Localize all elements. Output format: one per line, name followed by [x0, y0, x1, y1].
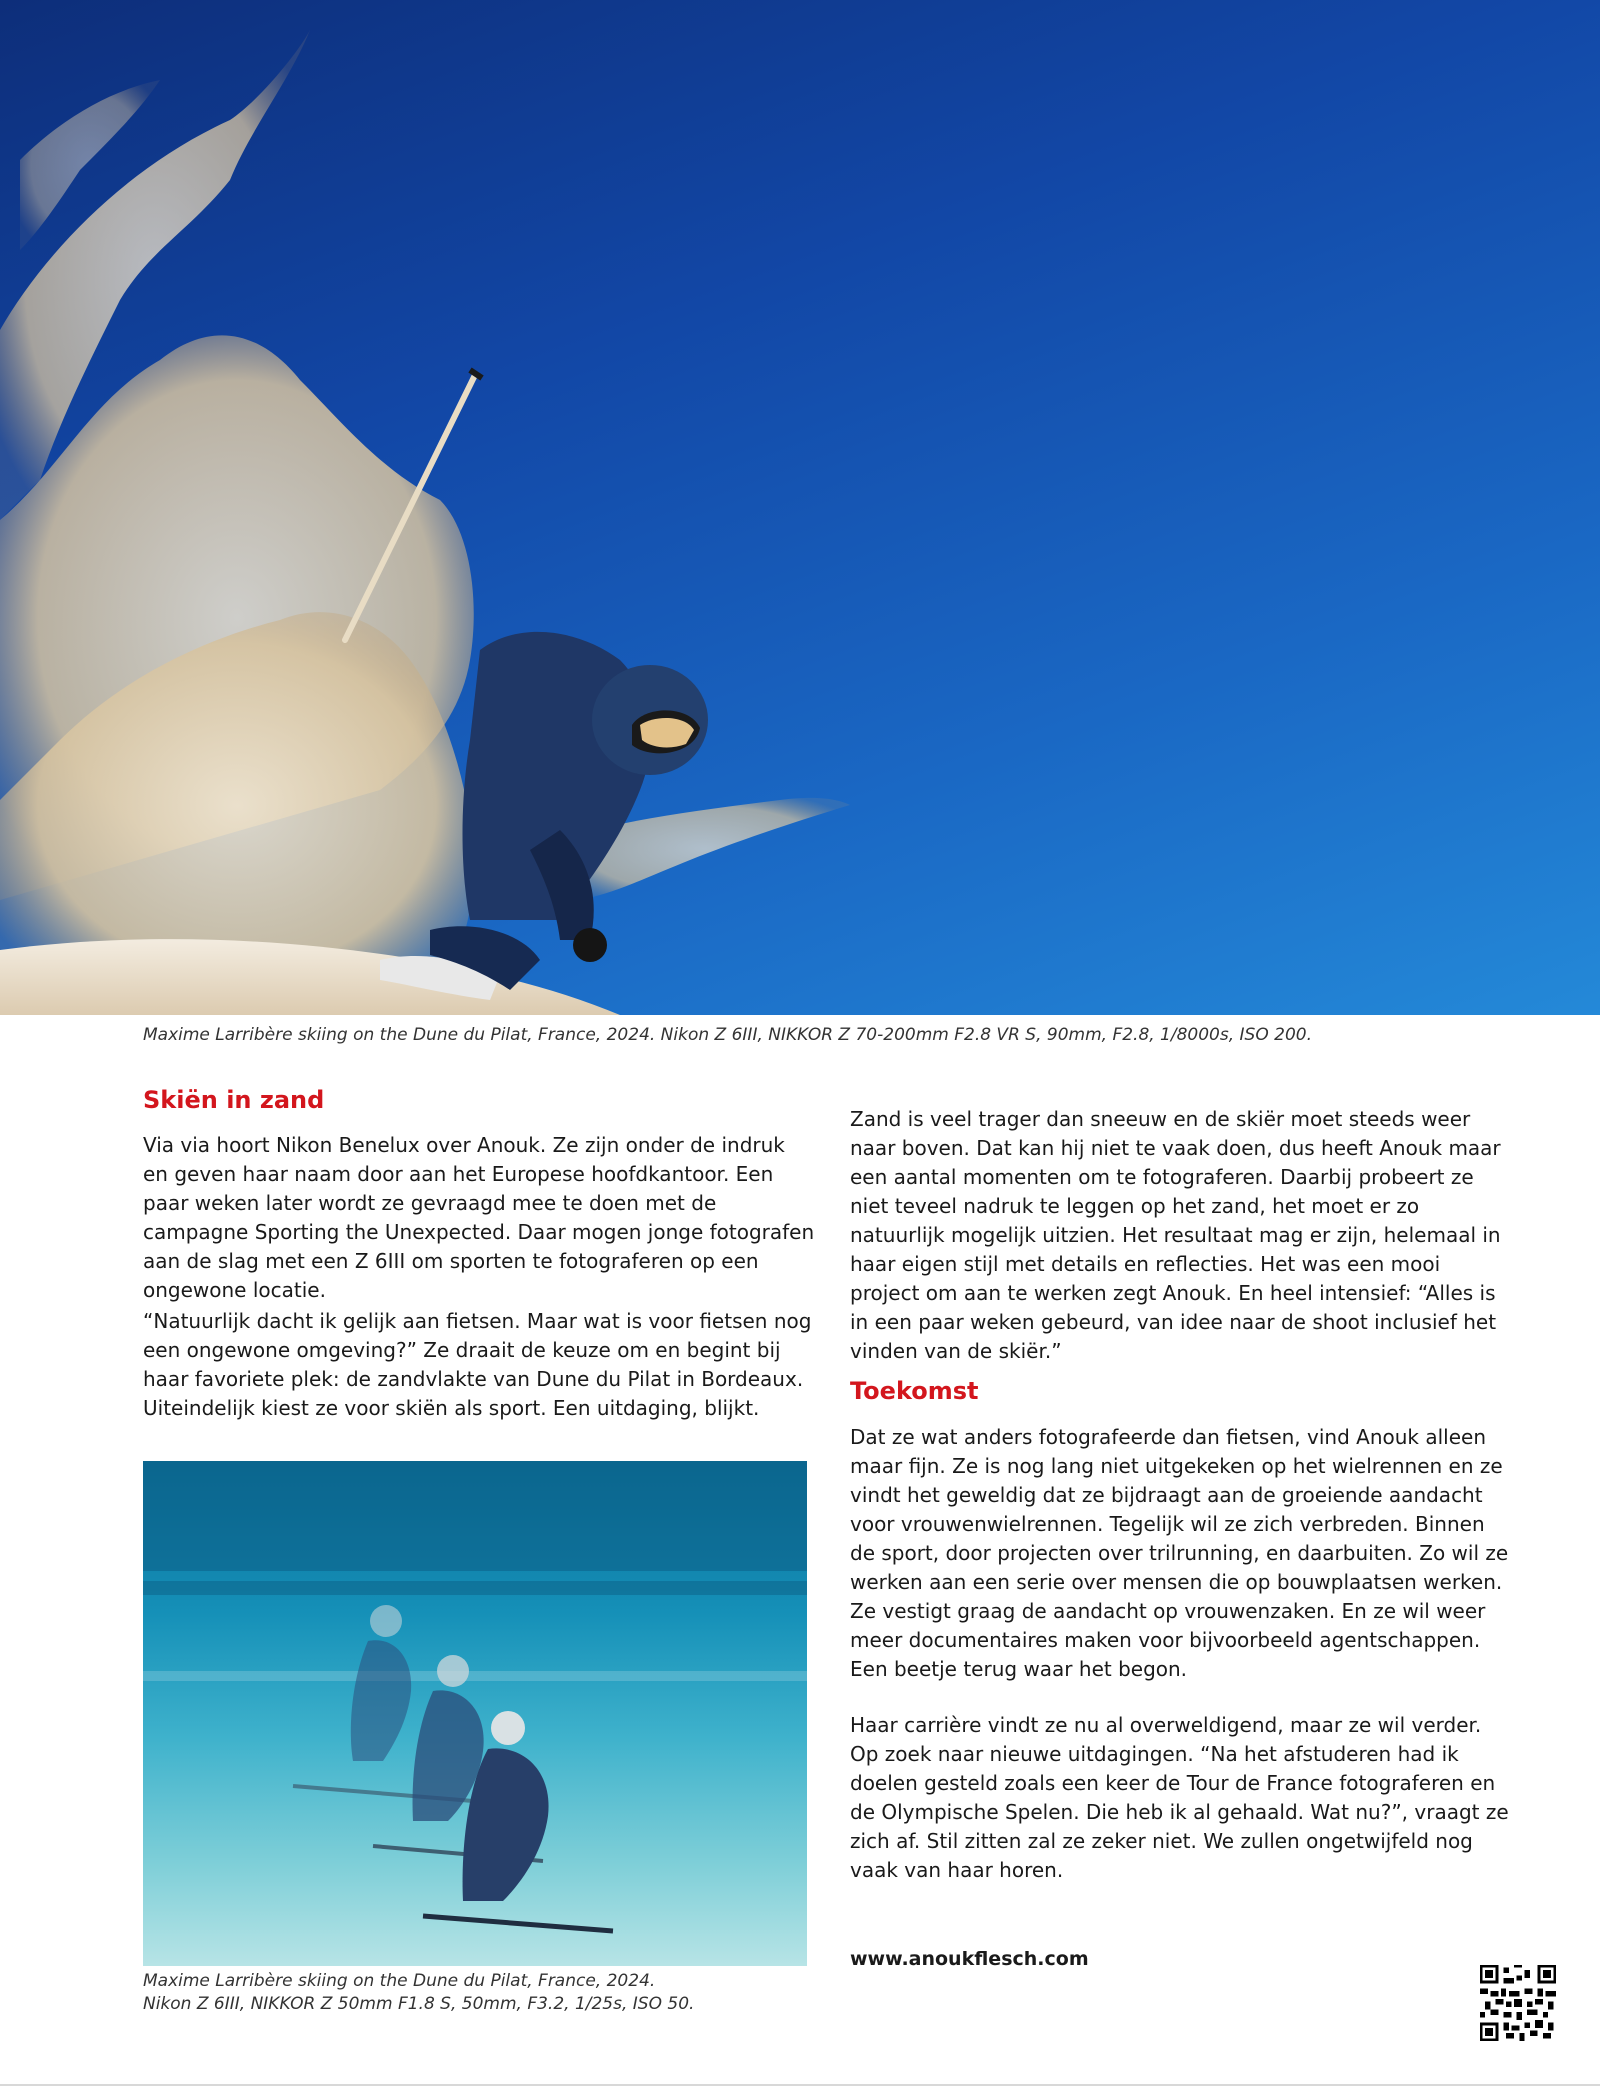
skier-sand-illustration	[0, 0, 1600, 1015]
website-link[interactable]: www.anoukflesch.com	[850, 1948, 1089, 1970]
hero-caption: Maxime Larribère skiing on the Dune du Pilat, France, 2024. Nikon Z 6III, NIKKOR Z 70-200mm F2.8 VR S, 90mm, F2.8, 1/8000s, ISO 200.	[143, 1025, 1312, 1045]
section-heading-toekomst: Toekomst	[850, 1377, 979, 1405]
hero-photo	[0, 0, 1600, 1015]
section2-paragraph-2: Haar carrière vindt ze nu al overweldigend, maar ze wil verder. Op zoek naar nieuwe uitdagingen. “Na het afstuderen had ik doelen gesteld zoals een keer de Tour de France fotograferen en de Olympische Spelen. Die heb ik al gehaald. Wat nu?”, vraagt ze zich af. Stil zitten zal ze zeker niet. We zullen ongetwijfeld nog vaak van haar horen.	[850, 1713, 1509, 1882]
section-heading-skien-in-zand: Skiën in zand	[143, 1086, 325, 1114]
qr-code-icon[interactable]	[1480, 1965, 1556, 2041]
inset-caption	[143, 1970, 815, 2016]
inset-photo	[143, 1461, 807, 1966]
inset-caption-line-2: Nikon Z 6III, NIKKOR Z 50mm F1.8 S, 50mm, F3.2, 1/25s, ISO 50.	[143, 1994, 695, 2014]
section1-paragraph-1: Via via hoort Nikon Benelux over Anouk. Ze zijn onder de indruk en geven haar naam door aan het Europese hoofdkantoor. Een paar weken later wordt ze gevraagd mee te doen met de campagne Sporting the Unexpected. Daar mogen jonge fotografen aan de slag met een Z 6III om sporten te fotograferen op een ongewone locatie.	[143, 1133, 815, 1302]
page-bottom-rule	[0, 2084, 1600, 2086]
motion-blur-skiers-illustration	[143, 1461, 807, 1966]
column2-paragraph-1: Zand is veel trager dan sneeuw en de skiër moet steeds weer naar boven. Dat kan hij niet te vaak doen, dus heeft Anouk maar een aantal momenten om te fotograferen. Daarbij probeert ze niet teveel nadruk te leggen op het zand, het moet er zo natuurlijk mogelijk uitzien. Het resultaat mag er zijn, helemaal in haar eigen stijl met details en reflecties. Het was een mooi project om aan te werken zegt Anouk. En heel intensief: “Alles is in een paar weken gebeurd, van idee naar de shoot inclusief het vinden van de skiër.”	[850, 1107, 1501, 1363]
section2-paragraph-1: Dat ze wat anders fotografeerde dan fietsen, vind Anouk alleen maar fijn. Ze is nog lang niet uitgekeken op het wielrennen en ze vindt het geweldig dat ze bijdraagt aan de groeiende aandacht voor vrouwenwielrennen. Tegelijk wil ze zich verbreden. Binnen de sport, door projecten over trilrunning, en daarbuiten. Zo wil ze werken aan een serie over mensen die op bouwplaatsen werken. Ze vestigt graag de aandacht op vrouwenzaken. En ze wil weer meer documentaires maken voor bijvoorbeeld agentschappen. Een beetje terug waar het begon.	[850, 1425, 1509, 1681]
section1-paragraph-2: “Natuurlijk dacht ik gelijk aan fietsen. Maar wat is voor fietsen nog een ongewone omgeving?” Ze draait de keuze om en begint bij haar favoriete plek: de zandvlakte van Dune du Pilat in Bordeaux. Uiteindelijk kiest ze voor skiën als sport. Een uitdaging, blijkt.	[143, 1309, 812, 1420]
inset-caption-line-1: Maxime Larribère skiing on the Dune du Pilat, France, 2024.	[143, 1971, 656, 1991]
